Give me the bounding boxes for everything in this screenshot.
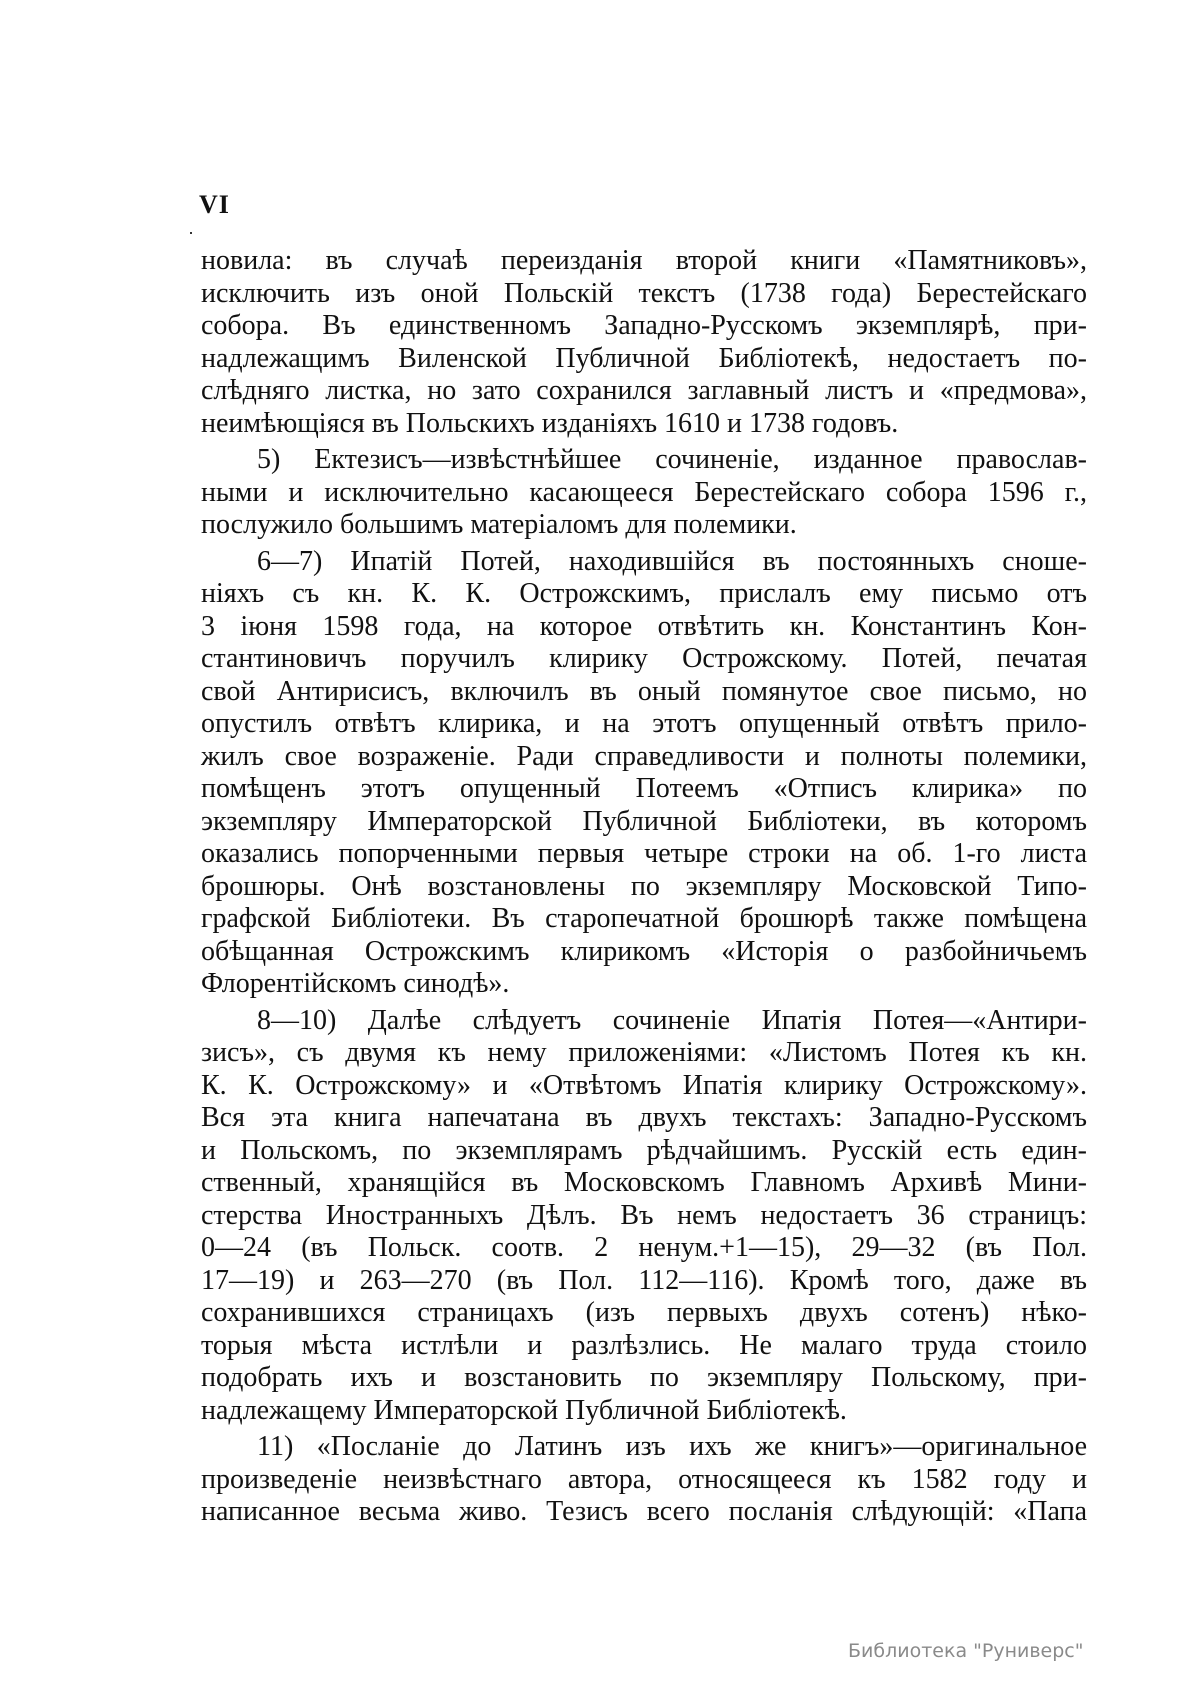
- paragraph: [201, 546, 1087, 1001]
- text-line: зисъ», съ двумя къ нему приложеніями: «Листомъ Потея къ кн.: [201, 1037, 1087, 1068]
- text-line: жилъ свое возраженіе. Ради справедливости и полноты полемики,: [201, 740, 1087, 772]
- text-line: ными и исключительно касающееся Берестейскаго собора 1596 г.,: [201, 476, 1087, 508]
- page-number: VI: [199, 190, 230, 219]
- paragraph: [201, 245, 1087, 440]
- text-line: произведеніе неизвѣстнаго автора, относящееся къ 1582 году и: [201, 1463, 1087, 1495]
- text-line: новила: въ случаѣ переизданія второй книги «Памятниковъ»,: [201, 245, 1087, 276]
- text-line: опустилъ отвѣтъ клирика, и на этотъ опущенный отвѣтъ прило-: [201, 708, 1087, 739]
- text-line: стантиновичъ поручилъ клирику Острожскому. Потей, печатая: [201, 643, 1087, 674]
- text-line: 5) Ектезисъ—извѣстнѣйшее сочиненіе, изданное православ-: [257, 444, 1087, 475]
- text-line: Вся эта книга напечатана въ двухъ текстахъ: Западно-Русскомъ: [201, 1102, 1087, 1133]
- text-line: надлежащему Императорской Публичной Библіотекѣ.: [201, 1394, 847, 1426]
- text-line: 6—7) Ипатій Потей, находившійся въ постоянныхъ сноше-: [257, 545, 1087, 577]
- text-line: 11) «Посланіе до Латинъ изъ ихъ же книгъ»—оригинальное: [257, 1431, 1087, 1462]
- library-watermark: Библиотека "Руниверс": [848, 1640, 1084, 1662]
- scan-speck: [190, 232, 192, 234]
- paragraph: [201, 1005, 1087, 1428]
- text-line: К. К. Острожскому» и «Отвѣтомъ Ипатія клирику Острожскому».: [201, 1069, 1087, 1101]
- text-line: собора. Въ единственномъ Западно-Русскомъ экземплярѣ, при-: [201, 310, 1087, 341]
- text-line: Флорентійскомъ синодѣ».: [201, 968, 510, 999]
- text-line: 0—24 (въ Польск. соотв. 2 ненум.+1—15), 29—32 (въ Пол.: [201, 1232, 1087, 1263]
- text-line: стерства Иностранныхъ Дѣлъ. Въ немъ недостаетъ 36 страницъ:: [201, 1199, 1087, 1231]
- text-line: ніяхъ съ кн. К. К. Острожскимъ, прислалъ ему письмо отъ: [201, 578, 1087, 609]
- text-line: экземпляру Императорской Публичной Библіотеки, въ которомъ: [201, 805, 1087, 837]
- body-text: [201, 245, 1087, 1529]
- text-line: неимѣющіяся въ Польскихъ изданіяхъ 1610 и 1738 годовъ.: [201, 407, 899, 439]
- text-line: послужило большимъ матеріаломъ для полемики.: [201, 509, 797, 540]
- text-line: помѣщенъ этотъ опущенный Потеемъ «Отписъ клирика» по: [201, 773, 1087, 804]
- text-line: брошюры. Онѣ возстановлены по экземпляру Московской Типо-: [201, 870, 1087, 902]
- text-line: надлежащимъ Виленской Публичной Библіотекѣ, недостаетъ по-: [201, 342, 1087, 374]
- text-line: графской Библіотеки. Въ старопечатной брошюрѣ также помѣщена: [201, 903, 1087, 934]
- text-line: ственный, хранящійся въ Московскомъ Главномъ Архивѣ Мини-: [201, 1167, 1087, 1198]
- text-line: 17—19) и 263—270 (въ Пол. 112—116). Кромѣ того, даже въ: [201, 1264, 1087, 1296]
- text-line: слѣдняго листка, но зато сохранился заглавный листъ и «предмова»,: [201, 375, 1087, 406]
- text-line: сохранившихся страницахъ (изъ первыхъ двухъ сотенъ) нѣко-: [201, 1297, 1087, 1328]
- text-line: обѣщанная Острожскимъ клирикомъ «Исторія о разбойничьемъ: [201, 935, 1087, 967]
- text-line: подобрать ихъ и возстановить по экземпляру Польскому, при-: [201, 1362, 1087, 1393]
- text-line: 3 іюня 1598 года, на которое отвѣтить кн. Константинъ Кон-: [201, 610, 1087, 642]
- text-line: и Польскомъ, по экземплярамъ рѣдчайшимъ. Русскій есть един-: [201, 1134, 1087, 1166]
- text-line: исключить изъ оной Польскій текстъ (1738 года) Берестейскаго: [201, 277, 1087, 309]
- text-line: оказались попорченными первыя четыре строки на об. 1-го листа: [201, 838, 1087, 869]
- text-line: торыя мѣста истлѣли и разлѣзлись. Не малаго труда стоило: [201, 1329, 1087, 1361]
- text-line: 8—10) Далѣе слѣдуетъ сочиненіе Ипатія Потея—«Антири-: [257, 1004, 1087, 1036]
- paragraph: [201, 444, 1087, 542]
- paragraph: [201, 1431, 1087, 1529]
- text-line: свой Антирисисъ, включилъ въ оный помянутое свое письмо, но: [201, 675, 1087, 707]
- text-line: написанное весьма живо. Тезисъ всего посланія слѣдующій: «Папа: [201, 1496, 1087, 1527]
